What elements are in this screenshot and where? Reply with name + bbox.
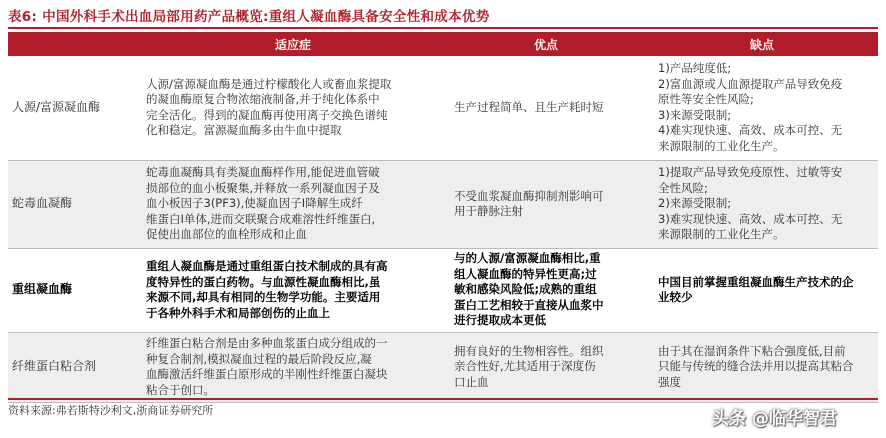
row-cons bbox=[646, 160, 878, 248]
header-indication: 适应症 bbox=[140, 32, 446, 56]
watermark bbox=[712, 404, 837, 429]
indication-line: 蛇毒血凝酶具有类凝血酶样作用,能促进血管破 bbox=[146, 165, 380, 180]
indication-line: 人源/富源凝血酶是通过柠檬酸化人或畜血浆提取 bbox=[146, 76, 392, 91]
row-cons bbox=[646, 56, 878, 160]
indication-line: 于各种外科手术和局部创伤的止血上 bbox=[146, 305, 330, 320]
indication-line: 血酶激活纤维蛋白原形成的半刚性纤维蛋白凝块 bbox=[146, 367, 388, 381]
cons-line: 来源限制的工业化生产。 bbox=[658, 138, 785, 153]
row-pros bbox=[446, 248, 646, 332]
header-cons: 缺点 bbox=[646, 32, 878, 56]
indication-line: 促使出血部位的血栓形成和止血 bbox=[146, 227, 307, 242]
row-name: 人源/富源凝血酶 bbox=[12, 100, 101, 114]
row-cons bbox=[646, 248, 878, 332]
cons-line: 全性风险; bbox=[658, 180, 708, 195]
table-caption-bar bbox=[8, 3, 878, 29]
pros-line: 组人凝血酶的特异性更高;过 bbox=[454, 266, 597, 281]
indication-line: 维蛋白I单体,进而交联聚合成难溶性纤维蛋白, bbox=[146, 211, 376, 226]
table-header-row bbox=[8, 32, 878, 56]
indication-line: 种复合制剂,模拟凝血过程的最后阶段反应,凝 bbox=[146, 351, 372, 366]
indication-line: 来源不同,却具有相同的生物学功能。主要适用 bbox=[146, 290, 381, 304]
cons-line: 来源限制的工业化生产。 bbox=[658, 227, 785, 242]
indication-line: 化和稳定。富源凝血酶多由牛血中提取 bbox=[146, 123, 342, 138]
pros-line: 进行提取成本更低 bbox=[454, 313, 546, 328]
product-overview-table bbox=[8, 32, 878, 403]
source-note: 资料来源:弗若斯特沙利文,浙商证券研究所 bbox=[8, 404, 214, 417]
cons-line: 业较少 bbox=[658, 290, 693, 304]
indication-line: 重组人凝血酶是通过重组蛋白技术制成的具有高 bbox=[146, 259, 388, 273]
pros-line: 生产过程简单、且生产耗时短 bbox=[454, 100, 604, 114]
cons-line: 2)富血源或人血源提取产品导致免疫 bbox=[658, 76, 843, 91]
table-title: 表6: 中国外科手术出血局部用药产品概览:重组人凝血酶具备安全性和成本优势 bbox=[8, 9, 490, 25]
cons-line: 3)难实现快速、高效、成本可控、无 bbox=[658, 211, 843, 226]
pros-line: 与的人源/富源凝血酶相比,重 bbox=[454, 251, 601, 266]
indication-line: 的凝血酶原复合物浓缩液制备,并于纯化体系中 bbox=[146, 92, 380, 107]
cons-line: 1)产品纯度低; bbox=[658, 61, 732, 76]
row-pros bbox=[446, 56, 646, 160]
cons-line: 4)难实现快速、高效、成本可控、无 bbox=[658, 123, 843, 138]
cons-line: 由于其在湿润条件下粘合强度低,目前 bbox=[658, 343, 846, 358]
pros-line: 敏和感染风险低;成熟的重组 bbox=[454, 282, 597, 297]
indication-line: 损部位的血小板聚集,并释放一系列凝血因子及 bbox=[146, 180, 380, 195]
cons-line: 只能与传统的缝合法并用以提高其粘合 bbox=[658, 359, 854, 374]
watermark-platform: 头条 bbox=[712, 409, 746, 429]
row-indication bbox=[140, 248, 446, 332]
pros-line: 拥有良好的生物相容性。组织 bbox=[454, 343, 604, 358]
cons-line: 3)来源受限制; bbox=[658, 107, 732, 122]
table-body bbox=[8, 56, 878, 402]
pros-line: 用于静脉注射 bbox=[454, 204, 523, 218]
table-row bbox=[8, 332, 878, 402]
cons-line: 原性等安全性风险; bbox=[658, 92, 754, 107]
row-name: 重组凝血酶 bbox=[12, 282, 73, 297]
row-cons bbox=[646, 332, 878, 402]
pros-line: 口止血 bbox=[454, 374, 489, 389]
table-row bbox=[8, 248, 878, 332]
indication-line: 完全活化。得到的凝血酶再使用离子交换色谱纯 bbox=[146, 107, 388, 122]
table-row bbox=[8, 160, 878, 248]
row-indication bbox=[140, 160, 446, 248]
table-row bbox=[8, 56, 878, 160]
row-pros bbox=[446, 160, 646, 248]
row-name: 蛇毒血凝酶 bbox=[8, 160, 140, 248]
row-pros bbox=[446, 332, 646, 402]
source-divider bbox=[8, 398, 878, 400]
row-indication bbox=[140, 56, 446, 160]
cons-line: 2)来源受限制; bbox=[658, 196, 732, 211]
indication-line: 血小板因子3(PF3),使凝血因子I降解生成纤 bbox=[146, 196, 363, 211]
watermark-author: @临华智君 bbox=[752, 409, 837, 429]
header-pros: 优点 bbox=[446, 32, 646, 56]
cons-line: 中国目前掌握重组凝血酶生产技术的企 bbox=[658, 274, 854, 289]
row-indication bbox=[140, 332, 446, 402]
cons-line: 强度 bbox=[658, 374, 681, 389]
cons-line: 1)提取产品导致免疫原性、过敏等安 bbox=[658, 165, 843, 180]
pros-line: 蛋白工艺相较于直接从血浆中 bbox=[454, 297, 604, 312]
header-name bbox=[8, 32, 140, 56]
indication-line: 度特异性的蛋白药物。与血源性凝血酶相比,虽 bbox=[146, 274, 381, 289]
indication-line: 粘合于创口。 bbox=[146, 382, 215, 397]
row-name: 纤维蛋白粘合剂 bbox=[8, 332, 140, 402]
indication-line: 纤维蛋白粘合剂是由多种血浆蛋白成分组成的一 bbox=[146, 336, 388, 350]
pros-line: 亲合性好,尤其适用于深度伤 bbox=[454, 359, 596, 374]
pros-line: 不受血浆凝血酶抑制剂影响可 bbox=[454, 188, 604, 203]
